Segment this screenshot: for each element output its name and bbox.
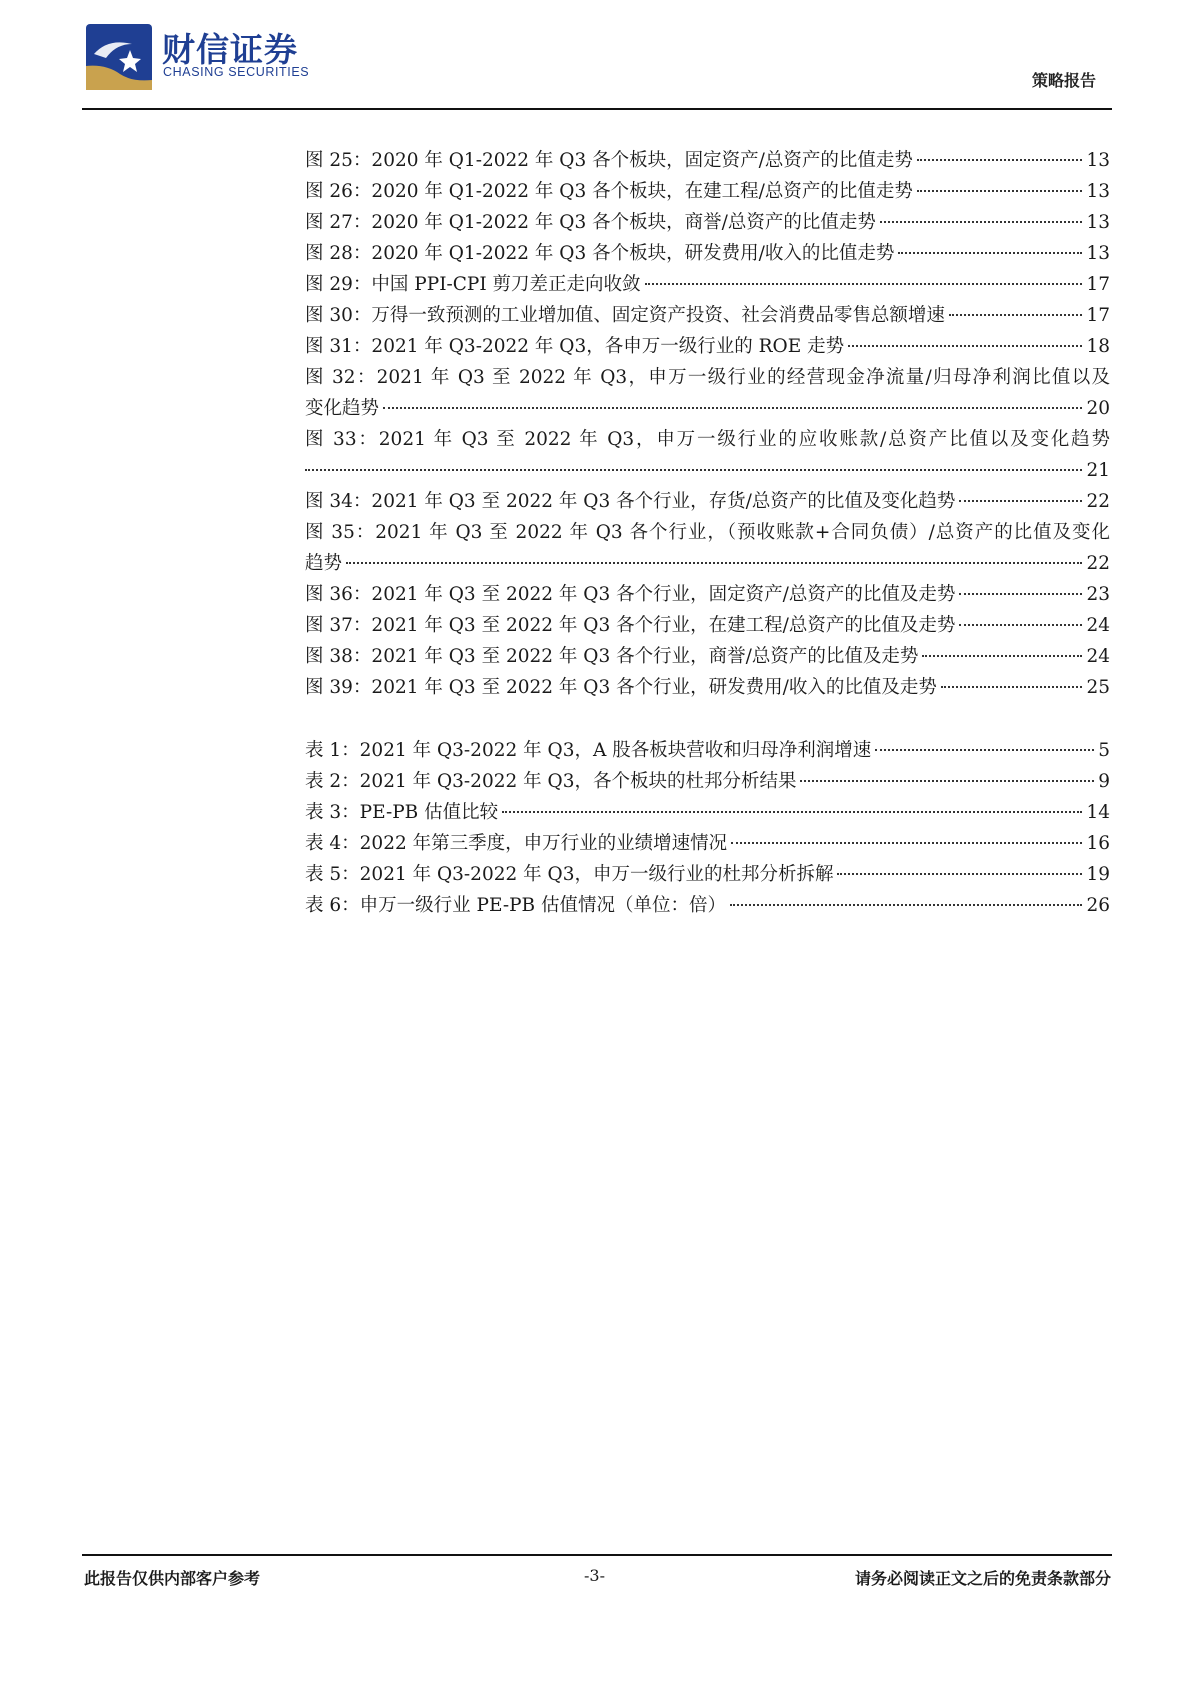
toc-label-continuation-row (305, 455, 1110, 486)
toc-figure-26[interactable] (305, 176, 1110, 207)
toc-label-continuation: 变化趋势 (305, 398, 380, 419)
header-divider (82, 108, 1112, 110)
toc-leader-dots (917, 190, 1083, 192)
toc-page-number: 13 (1086, 212, 1110, 233)
toc-label: 图 34：2021 年 Q3 至 2022 年 Q3 各个行业，存货/总资产的比值及变化趋势 (305, 491, 956, 512)
toc-leader-dots (875, 749, 1094, 751)
toc-leader-dots (848, 345, 1082, 347)
toc-leader-dots (949, 314, 1083, 316)
toc-label: 图 36：2021 年 Q3 至 2022 年 Q3 各个行业，固定资产/总资产的比值及走势 (305, 584, 956, 605)
toc-page-number: 9 (1098, 771, 1110, 792)
toc-table-5[interactable] (305, 859, 1110, 890)
footer-disclaimer-notice: 请务必阅读正文之后的免责条款部分 (854, 1569, 1111, 1588)
toc-label: 图 33：2021 年 Q3 至 2022 年 Q3，申万一级行业的应收账款/总资产比值以及变化趋势 (305, 429, 1110, 450)
toc-page-number: 13 (1086, 181, 1110, 202)
page-header (82, 18, 1112, 110)
footer-divider (82, 1554, 1112, 1556)
toc-section-gap (305, 703, 1110, 735)
toc-page-number: 13 (1086, 150, 1110, 171)
chasing-securities-logo-icon (86, 24, 152, 90)
toc-figure-25[interactable] (305, 145, 1110, 176)
toc-page-number: 16 (1086, 833, 1110, 854)
toc-page-number: 22 (1086, 553, 1110, 574)
brand-name-cn: 财信证券 (162, 30, 298, 69)
toc-leader-dots (880, 221, 1083, 223)
toc-label-continuation-row (305, 393, 1110, 424)
toc-page-number: 24 (1086, 646, 1110, 667)
toc-label: 图 38：2021 年 Q3 至 2022 年 Q3 各个行业，商誉/总资产的比值及走势 (305, 646, 919, 667)
toc-label: 图 26：2020 年 Q1-2022 年 Q3 各个板块，在建工程/总资产的比值走势 (305, 181, 913, 202)
toc-page-number: 18 (1086, 336, 1110, 357)
toc-label: 图 25：2020 年 Q1-2022 年 Q3 各个板块，固定资产/总资产的比值走势 (305, 150, 913, 171)
toc-figure-27[interactable] (305, 207, 1110, 238)
toc-table-4[interactable] (305, 828, 1110, 859)
toc-leader-dots (346, 562, 1082, 564)
toc-label: 图 28：2020 年 Q1-2022 年 Q3 各个板块，研发费用/收入的比值走势 (305, 243, 895, 264)
toc-leader-dots (837, 873, 1082, 875)
toc-figure-29[interactable] (305, 269, 1110, 300)
toc-leader-dots (959, 593, 1082, 595)
toc-figure-36[interactable] (305, 579, 1110, 610)
toc-figure-38[interactable] (305, 641, 1110, 672)
toc-leader-dots (917, 159, 1083, 161)
report-type-label: 策略报告 (1031, 71, 1096, 90)
toc-page-number: 19 (1086, 864, 1110, 885)
toc-table-2[interactable] (305, 766, 1110, 797)
toc-table-6[interactable] (305, 890, 1110, 921)
footer-disclaimer-audience: 此报告仅供内部客户参考 (84, 1569, 261, 1588)
toc-label-continuation: 趋势 (305, 553, 343, 574)
footer-page-number: -3- (584, 1566, 605, 1585)
toc-leader-dots (730, 904, 1082, 906)
toc-leader-dots (941, 686, 1083, 688)
toc-label: 表 3：PE-PB 估值比较 (305, 802, 499, 823)
toc-label-continuation-row (305, 548, 1110, 579)
toc-leader-dots (922, 655, 1082, 657)
toc-page-number: 23 (1086, 584, 1110, 605)
toc-label: 图 35：2021 年 Q3 至 2022 年 Q3 各个行业，（预收账款+合同负债）/总资产的比值及变化 (305, 522, 1110, 543)
toc-figure-37[interactable] (305, 610, 1110, 641)
toc-page-number: 24 (1086, 615, 1110, 636)
toc-label: 表 6：申万一级行业 PE-PB 估值情况（单位：倍） (305, 895, 727, 916)
toc-figure-35[interactable] (305, 517, 1110, 579)
toc-figure-28[interactable] (305, 238, 1110, 269)
toc-table-1[interactable] (305, 735, 1110, 766)
toc-leader-dots (383, 407, 1082, 409)
toc-label: 表 4：2022 年第三季度，申万行业的业绩增速情况 (305, 833, 728, 854)
toc-figure-30[interactable] (305, 300, 1110, 331)
toc-figure-33[interactable] (305, 424, 1110, 486)
toc-table-3[interactable] (305, 797, 1110, 828)
toc-leader-dots (305, 469, 1082, 471)
toc-leader-dots (898, 252, 1082, 254)
toc-page-number: 21 (1086, 460, 1110, 481)
toc-leader-dots (502, 811, 1082, 813)
toc-label: 表 5：2021 年 Q3-2022 年 Q3，申万一级行业的杜邦分析拆解 (305, 864, 834, 885)
toc-label: 表 2：2021 年 Q3-2022 年 Q3，各个板块的杜邦分析结果 (305, 771, 797, 792)
toc-page-number: 13 (1086, 243, 1110, 264)
toc-leader-dots (800, 780, 1094, 782)
toc-label: 图 29：中国 PPI-CPI 剪刀差正走向收敛 (305, 274, 641, 295)
toc-page-number: 14 (1086, 802, 1110, 823)
table-of-contents (305, 145, 1110, 921)
toc-label: 图 30：万得一致预测的工业增加值、固定资产投资、社会消费品零售总额增速 (305, 305, 945, 326)
toc-label: 表 1：2021 年 Q3-2022 年 Q3，A 股各板块营收和归母净利润增速 (305, 740, 872, 761)
toc-figure-31[interactable] (305, 331, 1110, 362)
toc-label: 图 31：2021 年 Q3-2022 年 Q3，各申万一级行业的 ROE 走势 (305, 336, 845, 357)
toc-page-number: 20 (1086, 398, 1110, 419)
toc-leader-dots (645, 283, 1083, 285)
toc-leader-dots (959, 624, 1082, 626)
toc-label: 图 39：2021 年 Q3 至 2022 年 Q3 各个行业，研发费用/收入的比值及走势 (305, 677, 937, 698)
toc-page-number: 25 (1086, 677, 1110, 698)
toc-figure-32[interactable] (305, 362, 1110, 424)
toc-leader-dots (959, 500, 1082, 502)
toc-label: 图 37：2021 年 Q3 至 2022 年 Q3 各个行业，在建工程/总资产的比值及走势 (305, 615, 956, 636)
toc-figure-39[interactable] (305, 672, 1110, 703)
toc-label: 图 32：2021 年 Q3 至 2022 年 Q3，申万一级行业的经营现金净流量/归母净利润比值以及 (305, 367, 1110, 388)
toc-leader-dots (731, 842, 1082, 844)
toc-page-number: 17 (1086, 305, 1110, 326)
toc-page-number: 5 (1098, 740, 1110, 761)
toc-page-number: 17 (1086, 274, 1110, 295)
toc-page-number: 26 (1086, 895, 1110, 916)
toc-page-number: 22 (1086, 491, 1110, 512)
toc-figure-34[interactable] (305, 486, 1110, 517)
brand-name-en: CHASING SECURITIES (163, 65, 310, 79)
toc-label: 图 27：2020 年 Q1-2022 年 Q3 各个板块，商誉/总资产的比值走势 (305, 212, 876, 233)
